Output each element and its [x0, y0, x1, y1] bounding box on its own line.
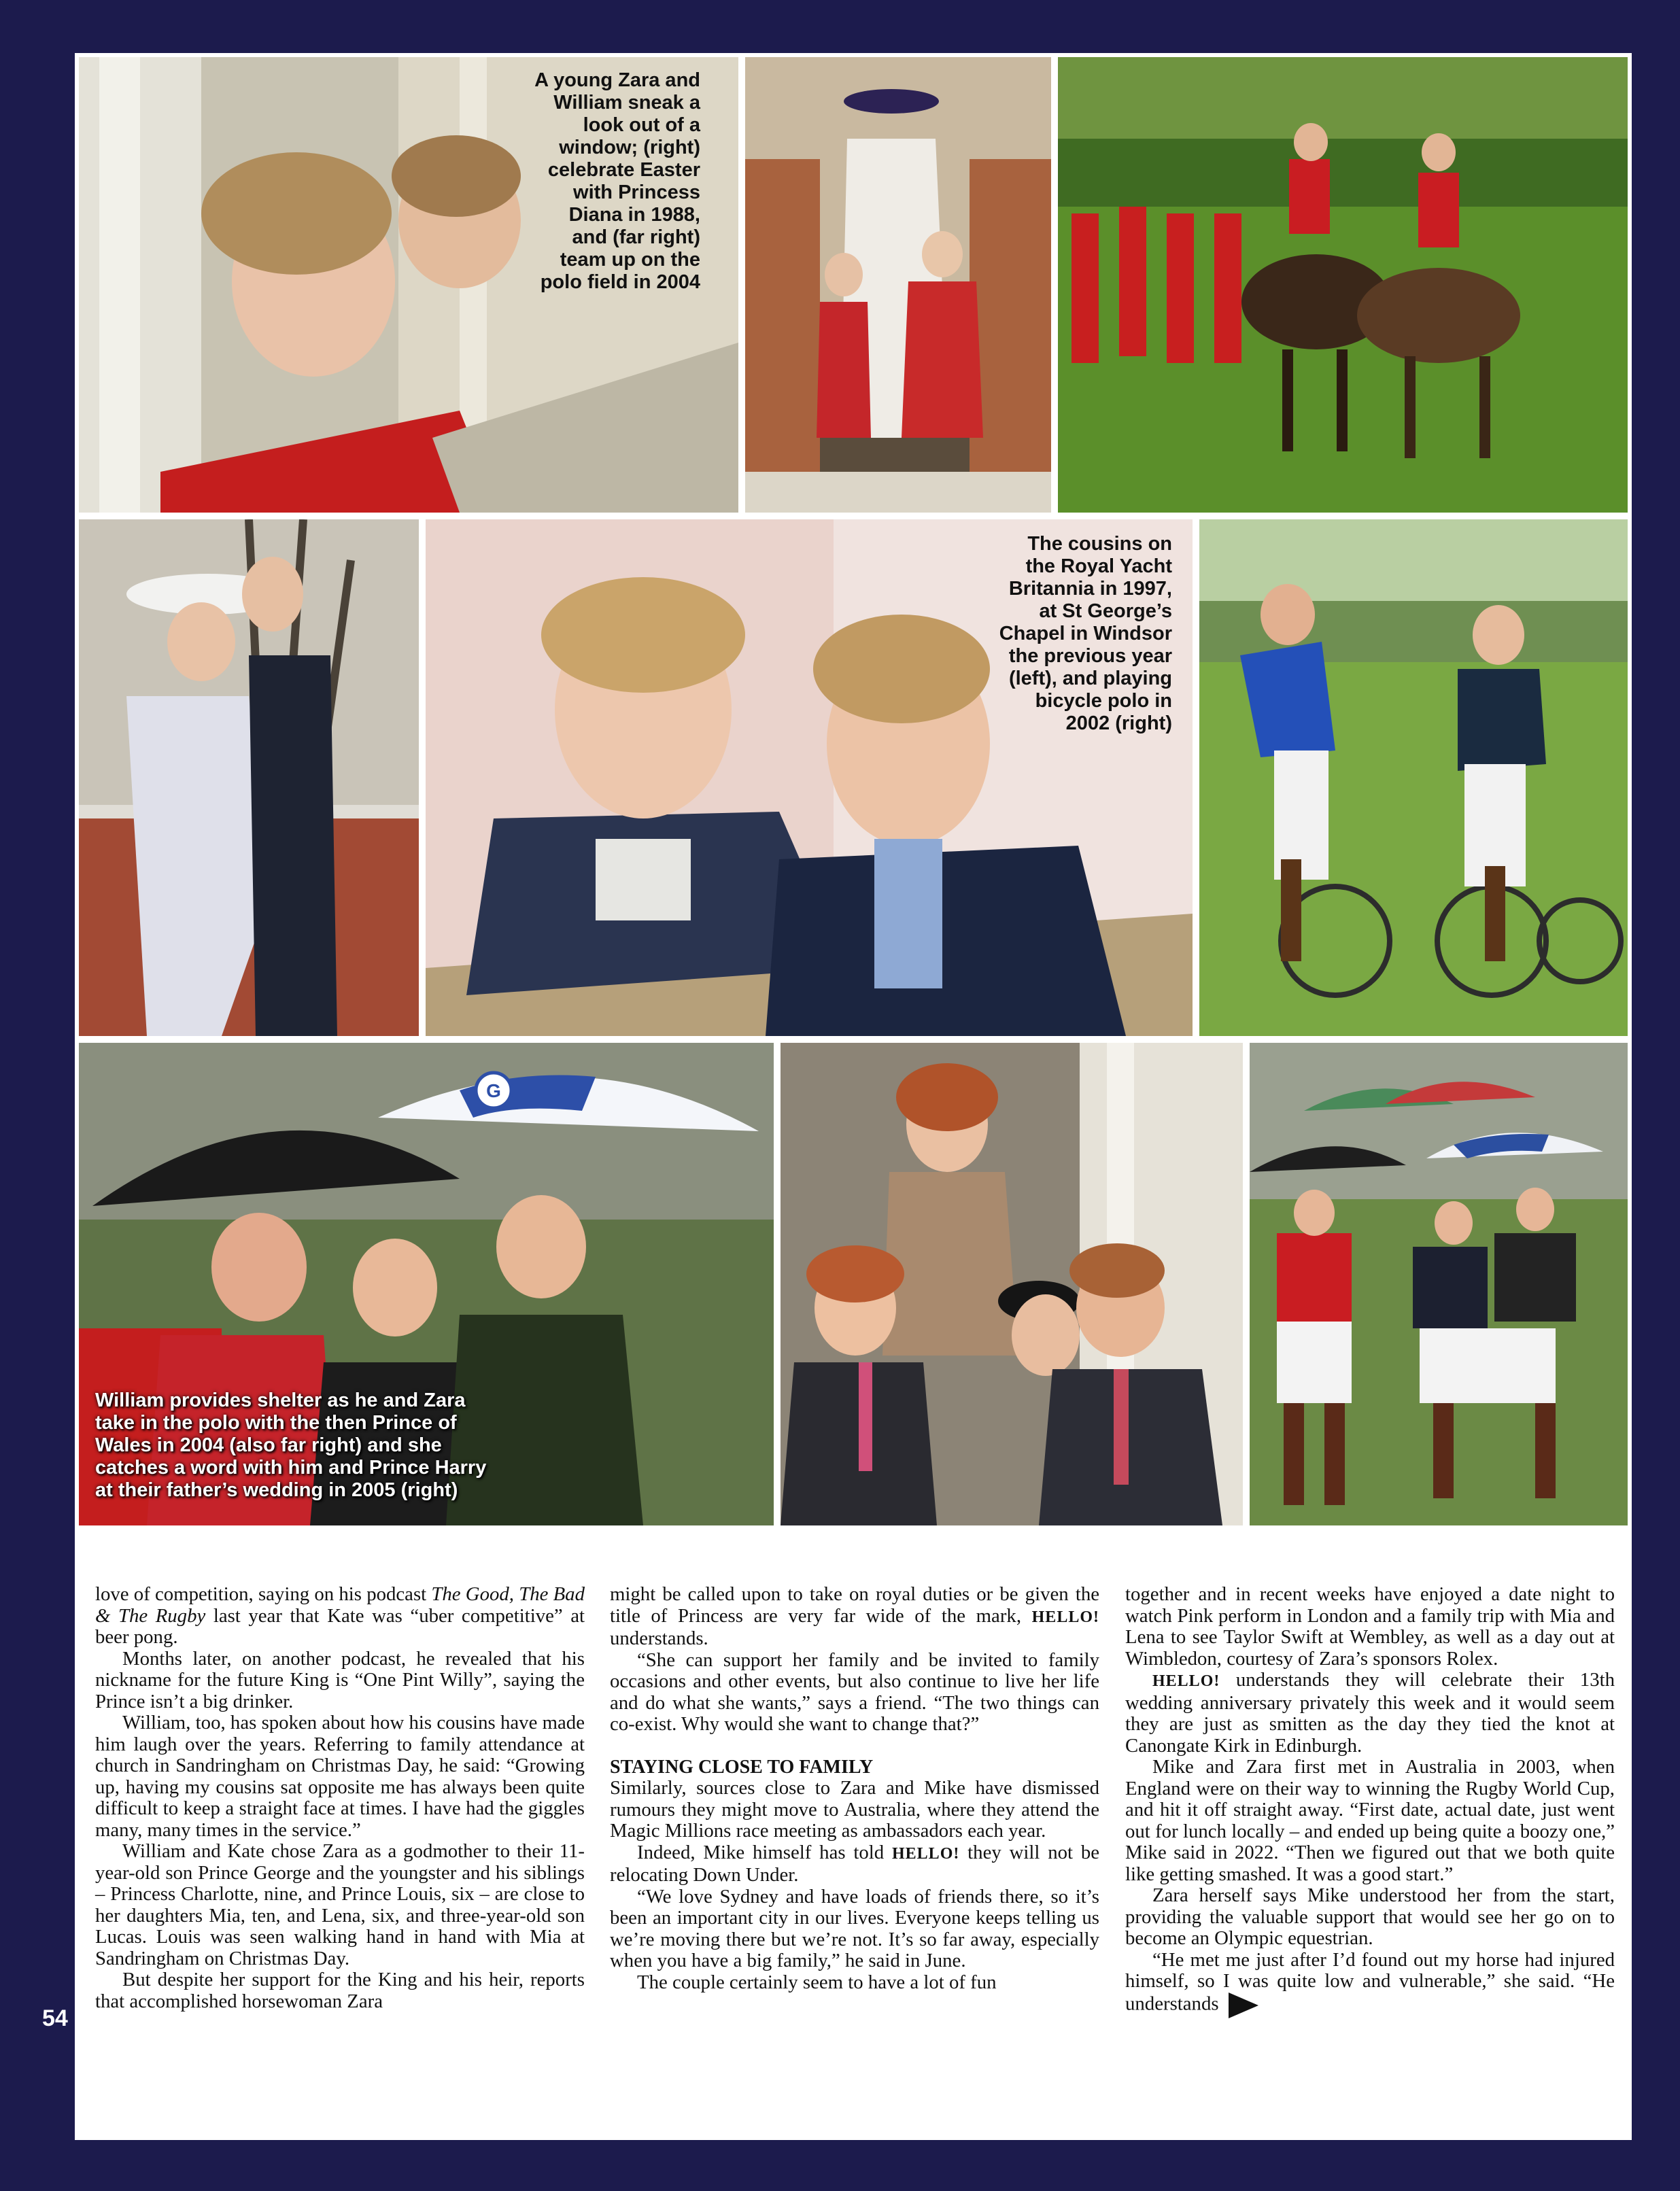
caption-line: (left), and playing — [1008, 668, 1172, 689]
caption-line: the previous year — [1008, 645, 1172, 667]
hello-brand: HELLO! — [892, 1844, 960, 1863]
caption-line: window; (right) — [559, 137, 700, 158]
page-number: 54 — [42, 2005, 68, 2031]
article-paragraph: HELLO! understands they will celebrate their 13th wedding anniversary privately this week and it would seem they are just as smitten as the day they tied the knot at Canongate Kirk in Edinburgh. — [1125, 1669, 1615, 1757]
magazine-page — [75, 53, 1632, 2140]
hello-brand: HELLO! — [1031, 1608, 1099, 1626]
caption-line: Wales in 2004 (also far right) and she — [95, 1434, 442, 1456]
article-paragraph: Mike and Zara first met in Australia in 2003, when England were on their way to winning the Rugby World Cup, and hit it off straight away. “First date, actual date, just went out for lunch locally – and ended up being quite a boozy one,” Mike said in 2022. “Then we figured out that we both quite like getting smashed. It was a good start.” — [1125, 1756, 1615, 1885]
article-paragraph: Similarly, sources close to Zara and Mike have dismissed rumours they might move to Australia, where they attend the Magic Millions race meeting as ambassadors each year. — [610, 1777, 1099, 1842]
article-paragraph: “We love Sydney and have loads of friends there, so it’s been an important city in our lives. Everyone keeps telling us we’re moving there but we’re not. It’s so far away, especially when you have a big family,” he said in June. — [610, 1885, 1099, 1971]
continue-arrow-icon — [1229, 1992, 1258, 2018]
caption-line: with Princess — [573, 182, 700, 203]
article-paragraph: William, too, has spoken about how his cousins have made him laugh over the years. Referring to family attendance at church in Sandringham on Christmas Day, he said: “Growing up, having my cousins sat opposite me has always been quite difficult to keep a straight face at times. I have had the giggles many, many times in the service.” — [95, 1712, 585, 1841]
caption-line: at St George’s — [1039, 600, 1172, 622]
article-column-1 — [95, 1584, 585, 2012]
caption-bottom — [95, 1390, 707, 1502]
umbrella-logo: G — [486, 1080, 501, 1101]
article-paragraph: might be called upon to take on royal duties or be given the title of Princess are very far wide of the mark, HELLO! understands. — [610, 1583, 1099, 1649]
caption-line: William sneak a — [553, 92, 700, 114]
article-paragraph: Zara herself says Mike understood her from the start, providing the valuable support that would see her go on to become an Olympic equestrian. — [1125, 1884, 1615, 1949]
caption-line: Chapel in Windsor — [999, 623, 1172, 644]
section-heading: STAYING CLOSE TO FAMILY — [610, 1756, 874, 1778]
caption-line: take in the polo with the then Prince of — [95, 1412, 457, 1434]
article-paragraph: But despite her support for the King and his heir, reports that accomplished horsewoman Zara — [95, 1969, 585, 2012]
caption-line: Britannia in 1997, — [1008, 578, 1172, 600]
caption-top — [469, 69, 700, 294]
article-paragraph: The couple certainly seem to have a lot of fun — [637, 1971, 997, 1993]
caption-line: celebrate Easter — [547, 159, 700, 181]
hello-brand: HELLO! — [1152, 1672, 1220, 1690]
article-paragraph: “She can support her family and be invited to family occasions and other events, but also continue to live her life and do what she wants,” says a friend. “The two things can co-exist. Why would she want to change that?” — [610, 1649, 1099, 1735]
photo-st-georges-chapel — [79, 519, 419, 1036]
caption-line: at their father’s wedding in 2005 (right) — [95, 1479, 458, 1501]
article-paragraph: “He met me just after I’d found out my horse had injured himself, so I was quite low and vulnerable,” she said. “He understands — [1125, 1950, 1615, 2018]
caption-line: bicycle polo in — [1035, 690, 1172, 712]
article-paragraph: together and in recent weeks have enjoyed a date night to watch Pink perform in London and a family trip with Mia and Lena to see Taylor Swift at Wembley, as well as a day out at Wimbledon, courtesy of Zara’s sponsors Rolex. — [1125, 1583, 1615, 1670]
photo-polo-2004 — [1058, 57, 1628, 513]
caption-line: A young Zara and — [534, 69, 700, 91]
photo-umbrella-group — [1250, 1043, 1628, 1525]
caption-line: the Royal Yacht — [1025, 555, 1172, 577]
article-paragraph: Months later, on another podcast, he revealed that his nickname for the future King is “One Pint Willy”, saying the Prince isn’t a big drinker. — [95, 1647, 585, 1712]
caption-line: William provides shelter as he and Zara — [95, 1390, 466, 1411]
caption-line: The cousins on — [1027, 533, 1172, 555]
photo-wedding-2005 — [781, 1043, 1243, 1525]
photo-easter-diana — [745, 57, 1051, 513]
article-column-3 — [1125, 1584, 1615, 2018]
photo-bicycle-polo — [1199, 519, 1628, 1036]
caption-line: Diana in 1988, — [568, 204, 700, 226]
caption-middle — [914, 533, 1172, 735]
caption-line: catches a word with him and Prince Harry — [95, 1457, 487, 1479]
article-paragraph: love of competition, saying on his podcast The Good, The Bad & The Rugby last year that Kate was “uber competitive” at beer pong. — [95, 1583, 585, 1648]
caption-line: 2002 (right) — [1065, 712, 1172, 734]
article-column-2 — [610, 1584, 1099, 1993]
caption-line: and (far right) — [572, 226, 700, 248]
article-paragraph: William and Kate chose Zara as a godmother to their 11-year-old son Prince George and the youngster and his siblings – Princess Charlotte, nine, and Prince Louis, six – are close to her daughters Mia, ten, and Lena, six, and three-year-old son Lucas. Louis was seen walking hand in hand with Mia at Sandringham on Christmas Day. — [95, 1840, 585, 1969]
caption-line: team up on the — [560, 249, 700, 271]
podcast-title: The Good, The Bad & The Rugby — [95, 1583, 585, 1627]
caption-line: look out of a — [583, 114, 700, 136]
caption-line: polo field in 2004 — [540, 271, 700, 293]
article-paragraph: Indeed, Mike himself has told HELLO! they will not be relocating Down Under. — [610, 1841, 1099, 1886]
